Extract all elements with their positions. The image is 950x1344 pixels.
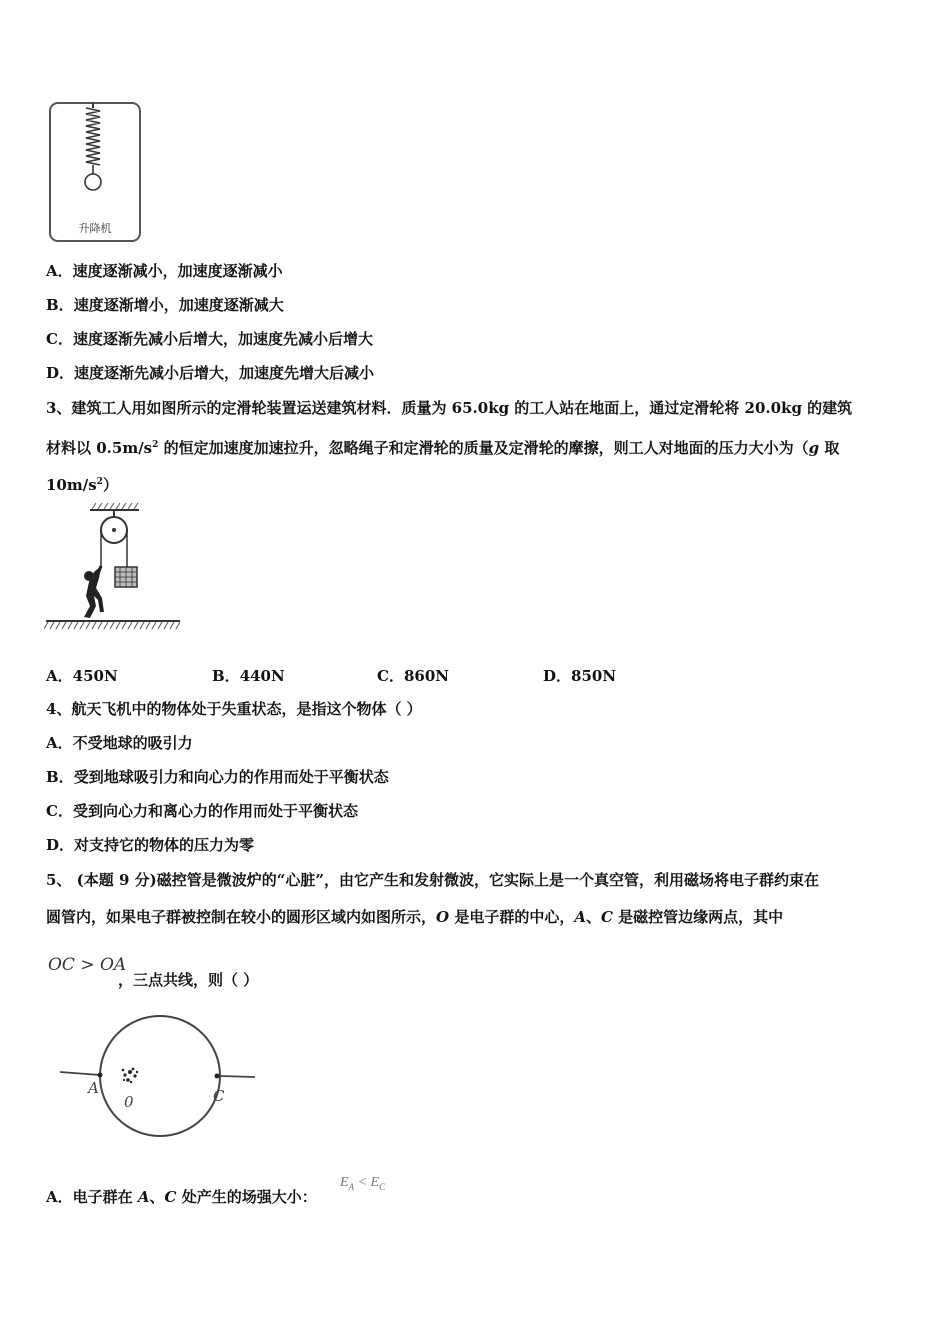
label-a: A [88, 1079, 99, 1097]
q5-stem-line2: 圆管内，如果电子群被控制在较小的圆形区域内如图所示，O 是电子群的中心，A、C 是磁控管边缘两点，其中 [46, 908, 784, 926]
q5-option-a-formula: $E_A < E_C$ [340, 1175, 386, 1192]
q3-stem-line3: $10m/s^2$） [46, 476, 118, 494]
q3-stem-line1: 3、建筑工人用如图所示的定滑轮装置运送建筑材料．质量为 65.0kg 的工人站在地面上，通过定滑轮将 20.0kg 的建筑 [46, 399, 853, 417]
pulley-drawing [44, 500, 184, 635]
magnetron-drawing [58, 1012, 263, 1142]
label-o: 0 [124, 1093, 134, 1111]
q4-stem: 4、航天飞机中的物体处于失重状态，是指这个物体（ ） [46, 700, 422, 718]
q2-option-d: D．速度逐渐先减小后增大，加速度先增大后减小 [46, 364, 375, 382]
q4-option-d: D．对支持它的物体的压力为零 [46, 836, 255, 854]
q4-option-c: C．受到向心力和离心力的作用而处于平衡状态 [46, 802, 358, 820]
q4-option-a: A．不受地球的吸引力 [46, 734, 193, 752]
q3-option-c: C．860N [377, 667, 449, 685]
q5-formula-oc-oa: OC > OA [48, 955, 127, 975]
q3-option-b: B．440N [212, 667, 285, 685]
pulley-figure [44, 500, 184, 635]
elevator-figure [46, 100, 144, 245]
q4-option-b: B．受到地球吸引力和向心力的作用而处于平衡状态 [46, 768, 389, 786]
q3-option-d: D．850N [543, 667, 617, 685]
q5-option-a: A．电子群在 A、C 处产生的场强大小： [46, 1188, 317, 1206]
q5-stem-line1: 5、 (本题 9 分)磁控管是微波炉的“心脏”，由它产生和发射微波，它实际上是一个真空管，利用磁场将电子群约束在 [46, 871, 819, 889]
elevator-label: 升降机 [78, 222, 112, 235]
q3-stem-line2: 材料以 $0.5m/s^2$ 的恒定加速度加速拉升，忽略绳子和定滑轮的质量及定滑轮的摩擦，则工人对地面的压力大小为（g 取 [46, 439, 840, 457]
q2-option-b: B．速度逐渐增小，加速度逐渐减大 [46, 296, 284, 314]
magnetron-figure [58, 1012, 263, 1142]
q3-option-a: A．450N [46, 667, 118, 685]
q5-stem-line3: ，三点共线，则（ ） [118, 971, 259, 989]
label-c: C [213, 1087, 225, 1105]
q2-option-c: C．速度逐渐先减小后增大，加速度先减小后增大 [46, 330, 373, 348]
elevator-drawing [46, 100, 144, 245]
q2-option-a: A．速度逐渐减小，加速度逐渐减小 [46, 262, 283, 280]
